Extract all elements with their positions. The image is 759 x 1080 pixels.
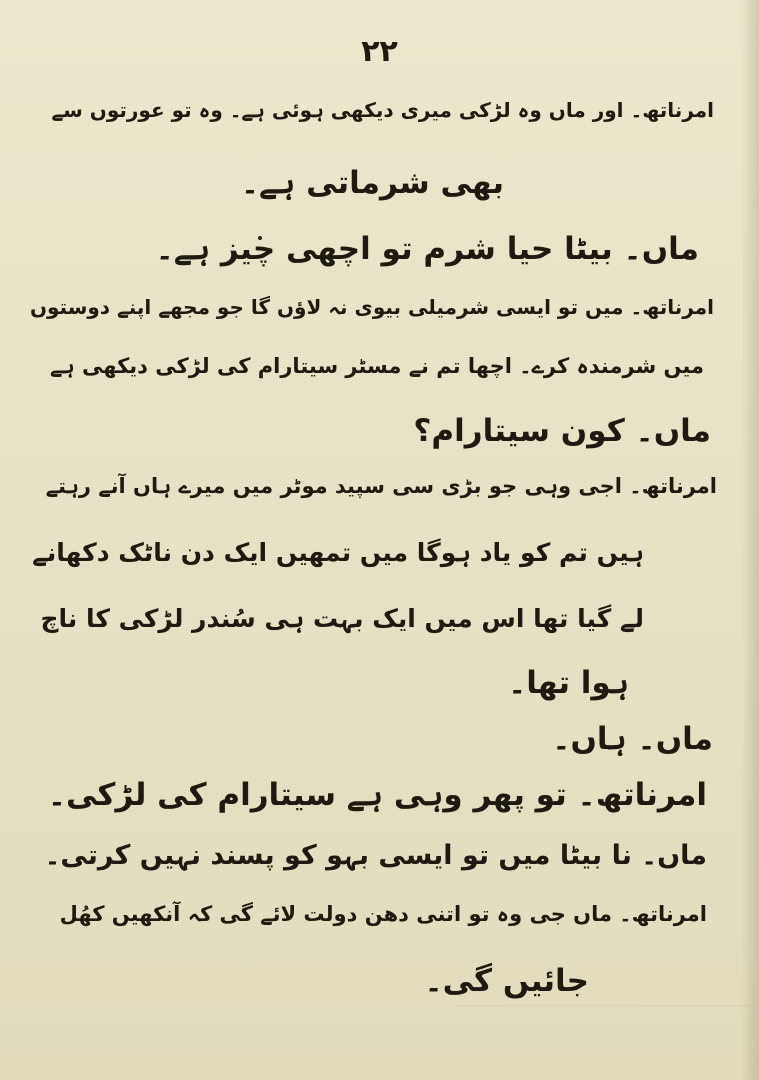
speaker-name: ماں۔ [641,840,707,871]
speaker-name: امرناتھ۔ [629,474,717,498]
speaker-name: ماں۔ [637,721,713,757]
dialogue-text: بھی شرماتی ہے۔ [240,165,504,201]
speaker-name: ماں۔ [635,413,711,449]
speaker-name: امرناتھ۔ [577,777,707,813]
faded-stamp-mark [455,1005,755,1066]
dialogue-line-1 [51,100,714,120]
speaker-name: امرناتھ۔ [630,295,714,319]
speaker-name: امرناتھ۔ [630,98,714,122]
dialogue-text: ہوا تھا۔ [508,665,629,701]
dialogue-line-2 [240,165,504,201]
dialogue-text: نا بیٹا میں تو ایسی بہو کو پسند نہیں کرتی۔ [44,840,632,871]
dialogue-text: ہاں۔ [552,721,627,757]
dialogue-text: کون سیتارام؟ [413,413,625,449]
dialogue-line-6 [413,413,711,449]
dialogue-text: ہیں تم کو یاد ہوگا میں تمھیں ایک دن ناٹک دکھانے [32,538,644,567]
dialogue-text: تو پھر وہی ہے سیتارام کی لڑکی۔ [47,777,567,813]
page-number: ۲۲ [361,34,398,69]
dialogue-line-10 [508,665,629,701]
dialogue-text: میں شرمندہ کرے۔ اچھا تم نے مسٹر سیتارام کی لڑکی دیکھی ہے [50,354,704,378]
dialogue-line-5 [50,356,704,377]
dialogue-text: ماں جی وہ تو اتنی دھن دولت لائے گی کہ آنکھیں کھُل [59,902,612,926]
dialogue-line-13 [45,842,707,869]
dialogue-line-7 [46,476,717,497]
dialogue-line-8 [32,540,644,565]
dialogue-line-14 [60,904,707,925]
dialogue-line-3 [155,231,699,267]
dialogue-text: میں تو ایسی شرمیلی بیوی نہ لاؤں گا جو مجھے اپنے دوستوں [29,295,624,319]
dialogue-line-12 [47,777,707,813]
speaker-name: ماں۔ [623,231,699,267]
dialogue-line-4 [30,297,714,317]
dialogue-line-15 [424,963,589,999]
dialogue-text: جائیں گی۔ [424,963,589,999]
dialogue-text: لے گیا تھا اس میں ایک بہت ہی سُندر لڑکی کا ناچ [40,604,644,633]
dialogue-text: اور ماں وہ لڑکی میری دیکھی ہوئی ہے۔ وہ تو عورتوں سے [51,98,624,122]
dialogue-text: اجی وہی جو بڑی سی سپید موٹر میں میرے ہاں آنے رہتے [45,474,622,498]
dialogue-line-9 [40,606,644,631]
dialogue-text: بیٹا حیا شرم تو اچھی چیز ہے۔ [155,231,613,267]
dialogue-line-11 [552,721,713,757]
page-edge-shadow [741,0,759,1080]
speaker-name: امرناتھ۔ [619,902,707,926]
